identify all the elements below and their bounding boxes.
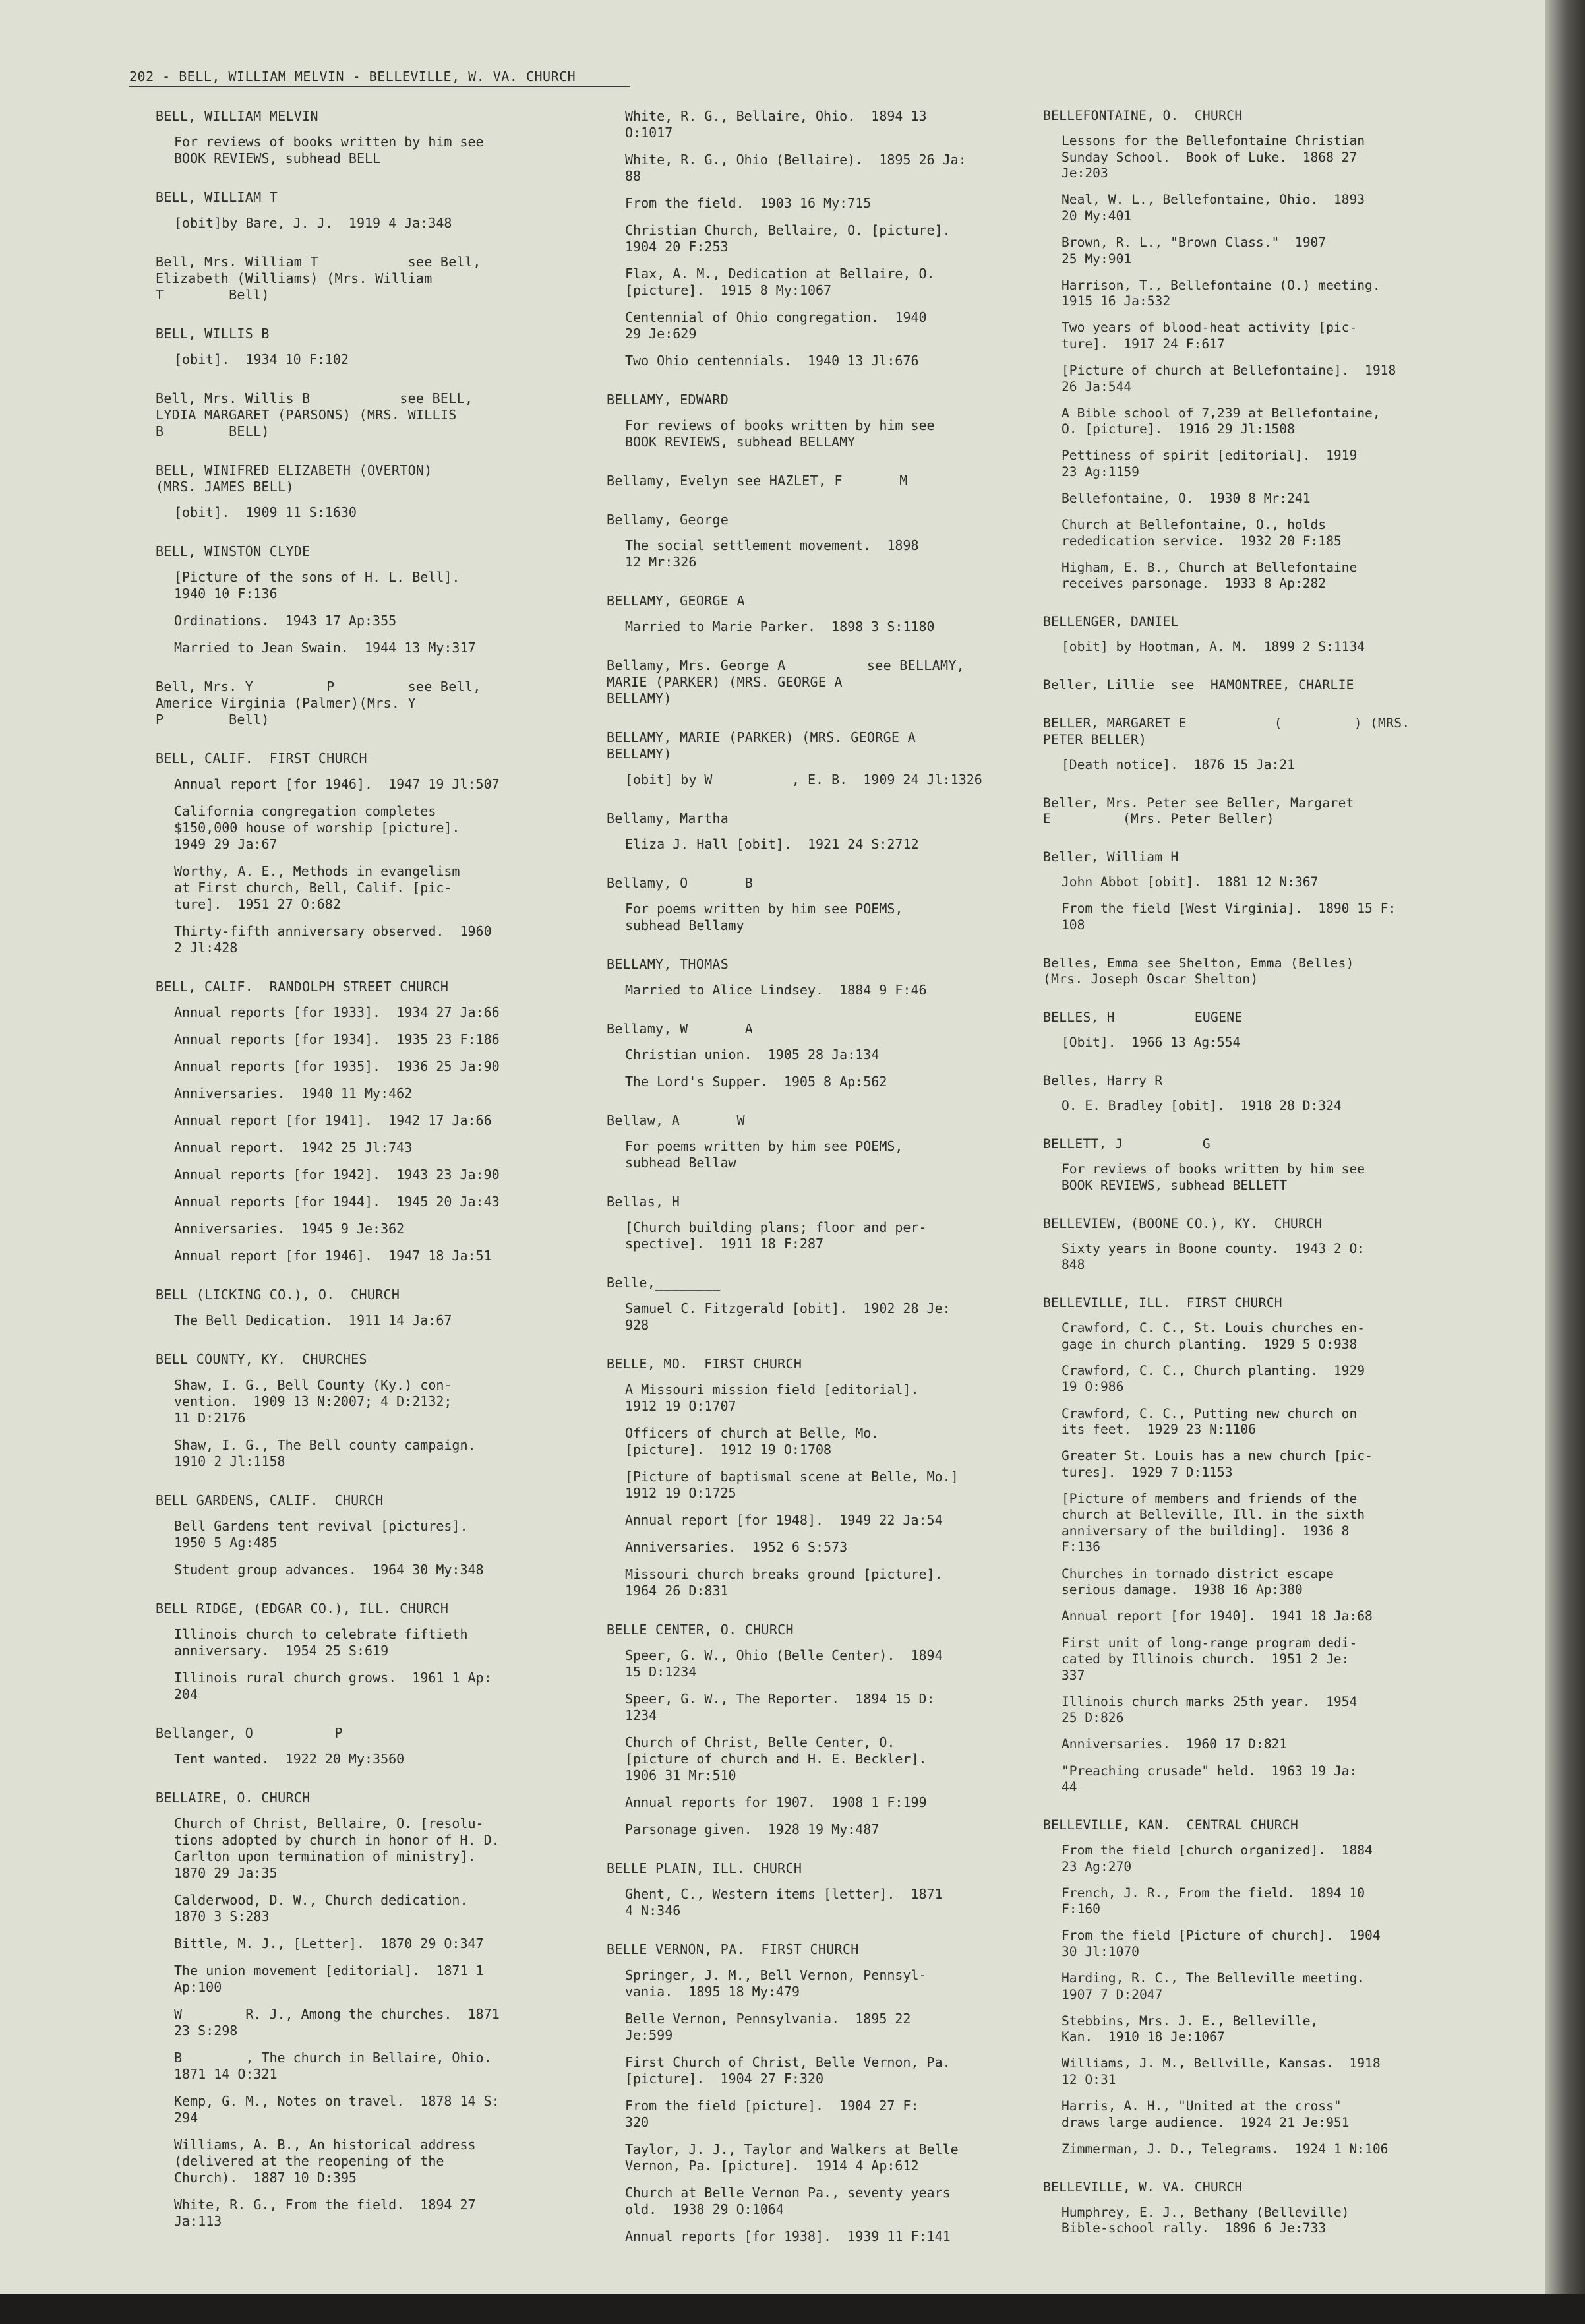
entry-citation: Missouri church breaks ground [picture]. 1964 26 D:831 — [625, 1566, 943, 1599]
entry-citation: For reviews of books written by him see BOOK REVIEWS, subhead BELLAMY — [625, 417, 935, 450]
entry-citation: Crawford, C. C., Putting new church on its feet. 1929 23 N:1106 — [1062, 1405, 1358, 1438]
entry-citation: Bellefontaine, O. 1930 8 Mr:241 — [1062, 491, 1311, 506]
entry-citation: Church of Christ, Belle Center, O. [picture of church and H. E. Beckler]. 1906 31 Mr:510 — [625, 1734, 927, 1783]
entry-citation: Centennial of Ohio congregation. 1940 29 Je:629 — [625, 309, 927, 342]
entry-citation: Illinois rural church grows. 1961 1 Ap: 204 — [174, 1670, 492, 1702]
entry-citation: California congregation completes $150,000 house of worship [picture]. 1949 29 Ja:67 — [174, 803, 460, 852]
entry-heading: BELLEVILLE, KAN. CENTRAL CHURCH — [1043, 1817, 1299, 1833]
index-entry — [607, 108, 1042, 369]
entry-citation: Sixty years in Boone county. 1943 2 O: 848 — [1062, 1240, 1365, 1273]
entry-citation: Harding, R. C., The Belleville meeting. 1907 7 D:2047 — [1062, 1971, 1365, 2002]
entry-heading: BELL (LICKING CO.), O. CHURCH — [156, 1287, 400, 1302]
entry-citation: [obit] by W , E. B. 1909 24 Jl:1326 — [625, 772, 982, 787]
index-entry — [607, 392, 1042, 450]
index-column-3 — [1043, 108, 1478, 2259]
entry-citation: Church at Bellefontaine, O., holds rededication service. 1932 20 F:185 — [1062, 517, 1342, 549]
entry-citation: [Obit]. 1966 13 Ag:554 — [1062, 1035, 1241, 1051]
entry-heading: Bellamy, George — [607, 512, 729, 528]
index-entry — [156, 462, 578, 521]
entry-citation: Churches in tornado district escape serious damage. 1938 16 Ap:380 — [1062, 1566, 1334, 1598]
entry-heading: BELLE PLAIN, ILL. CHURCH — [607, 1860, 802, 1876]
entry-citation: Annual reports [for 1938]. 1939 11 F:141 — [625, 2228, 951, 2244]
entry-citation: [Church building plans; floor and per- spective]. 1911 18 F:287 — [625, 1219, 927, 1252]
entry-heading: Bell, Mrs. Willis B see BELL, LYDIA MARGARET (PARSONS) (MRS. WILLIS B BELL) — [156, 390, 473, 439]
entry-heading: BELLAMY, EDWARD — [607, 392, 729, 408]
page-edge — [1545, 0, 1585, 2294]
entry-citation: Illinois church marks 25th year. 1954 25 D:826 — [1062, 1694, 1358, 1726]
entry-heading: Beller, Mrs. Peter see Beller, Margaret E (Mrs. Peter Beller) — [1043, 795, 1354, 827]
entry-citation: [Death notice]. 1876 15 Ja:21 — [1062, 756, 1295, 772]
entry-heading: BELLEFONTAINE, O. CHURCH — [1043, 108, 1243, 123]
index-entry — [607, 875, 1042, 934]
entry-citation: Annual reports [for 1933]. 1934 27 Ja:66 — [174, 1004, 500, 1020]
entry-heading: Bell, Mrs. William T see Bell, Elizabeth (Williams) (Mrs. William T Bell) — [156, 254, 481, 303]
entry-heading: BELLENGER, DANIEL — [1043, 614, 1179, 630]
entry-citation: Annual reports [for 1935]. 1936 25 Ja:90 — [174, 1058, 500, 1074]
entry-citation: [obit] by Hootman, A. M. 1899 2 S:1134 — [1062, 639, 1365, 655]
entry-citation: Flax, A. M., Dedication at Bellaire, O. [picture]. 1915 8 My:1067 — [625, 266, 935, 298]
entry-heading: BELL, WINIFRED ELIZABETH (OVERTON) (MRS. JAMES BELL) — [156, 462, 433, 495]
entry-citation: Annual report [for 1946]. 1947 18 Ja:51 — [174, 1248, 492, 1264]
entry-heading: BELL GARDENS, CALIF. CHURCH — [156, 1492, 384, 1508]
index-entry — [607, 956, 1042, 998]
index-entry — [607, 810, 1042, 853]
entry-citation: Speer, G. W., The Reporter. 1894 15 D: 1234 — [625, 1691, 935, 1723]
index-entry — [1043, 1073, 1478, 1115]
entry-citation: Zimmerman, J. D., Telegrams. 1924 1 N:106 — [1062, 2141, 1389, 2156]
index-entry — [607, 512, 1042, 570]
entry-citation: Ordinations. 1943 17 Ap:355 — [174, 613, 397, 628]
entry-citation: First unit of long-range program dedi- cated by Illinois church. 1951 2 Je: 337 — [1062, 1635, 1358, 1683]
entry-citation: Student group advances. 1964 30 My:348 — [174, 1562, 484, 1577]
entry-citation: [Picture of church at Bellefontaine]. 1918 26 Ja:544 — [1062, 363, 1396, 394]
entry-citation: Greater St. Louis has a new church [pic- tures]. 1929 7 D:1153 — [1062, 1448, 1373, 1480]
index-entry — [156, 543, 578, 656]
index-entry — [1043, 1010, 1478, 1051]
entry-citation: [obit]by Bare, J. J. 1919 4 Ja:348 — [174, 215, 452, 231]
index-entry — [156, 390, 578, 440]
entry-citation: Church at Belle Vernon Pa., seventy years old. 1938 29 O:1064 — [625, 2185, 951, 2217]
entry-heading: BELLE VERNON, PA. FIRST CHURCH — [607, 1942, 859, 1957]
entry-citation: First Church of Christ, Belle Vernon, Pa. [picture]. 1904 27 F:320 — [625, 2054, 951, 2087]
index-entry — [1043, 1136, 1478, 1194]
index-entry — [156, 1725, 578, 1767]
entry-citation: Annual report [for 1946]. 1947 19 Jl:507 — [174, 776, 500, 792]
entry-heading: BELL COUNTY, KY. CHURCHES — [156, 1351, 367, 1367]
entry-heading: Belles, Emma see Shelton, Emma (Belles) (Mrs. Joseph Oscar Shelton) — [1043, 955, 1354, 987]
index-entry — [156, 108, 578, 167]
entry-citation: Anniversaries. 1960 17 D:821 — [1062, 1736, 1288, 1752]
entry-citation: Belle Vernon, Pennsylvania. 1895 22 Je:599 — [625, 2011, 911, 2043]
index-entry — [1043, 1295, 1478, 1795]
entry-citation: White, R. G., Bellaire, Ohio. 1894 13 O:1017 — [625, 108, 927, 140]
index-entry — [156, 1790, 578, 2230]
entry-citation: [obit]. 1934 10 F:102 — [174, 352, 349, 367]
entry-citation: From the field [picture]. 1904 27 F: 320 — [625, 2098, 919, 2130]
entry-citation: Anniversaries. 1952 6 S:573 — [625, 1539, 848, 1555]
index-entry — [156, 979, 578, 1264]
entry-citation: From the field [West Virginia]. 1890 15 F: 108 — [1062, 901, 1396, 933]
entry-heading: BELLEVILLE, W. VA. CHURCH — [1043, 2179, 1243, 2195]
entry-citation: Married to Marie Parker. 1898 3 S:1180 — [625, 619, 935, 634]
entry-heading: BELL, WILLIAM T — [156, 189, 278, 205]
index-entry — [1043, 956, 1478, 988]
entry-heading: BELLER, MARGARET E ( ) (MRS. PETER BELLER) — [1043, 716, 1410, 747]
entry-citation: For reviews of books written by him see BOOK REVIEWS, subhead BELLETT — [1062, 1161, 1365, 1193]
entry-citation: Annual report [for 1948]. 1949 22 Ja:54 — [625, 1512, 943, 1528]
index-entry — [1043, 108, 1478, 592]
entry-citation: Taylor, J. J., Taylor and Walkers at Belle Vernon, Pa. [picture]. 1914 4 Ap:612 — [625, 2141, 959, 2174]
entry-citation: O. E. Bradley [obit]. 1918 28 D:324 — [1062, 1098, 1342, 1114]
index-entry — [607, 1942, 1042, 2245]
index-entry — [156, 254, 578, 303]
entry-citation: A Bible school of 7,239 at Bellefontaine, O. [picture]. 1916 29 Jl:1508 — [1062, 405, 1381, 437]
entry-heading: BELLE CENTER, O. CHURCH — [607, 1622, 794, 1637]
entry-heading: BELLEVILLE, ILL. FIRST CHURCH — [1043, 1295, 1282, 1311]
entry-citation: [Picture of members and friends of the church at Belleville, Ill. in the sixth anniversary of the building]. 1936 8 F:136 — [1062, 1490, 1365, 1555]
entry-citation: The Lord's Supper. 1905 8 Ap:562 — [625, 1074, 887, 1089]
entry-heading: BELLEVIEW, (BOONE CO.), KY. CHURCH — [1043, 1215, 1323, 1231]
entry-citation: For poems written by him see POEMS, subhead Bellamy — [625, 901, 903, 933]
entry-citation: Annual report [for 1940]. 1941 18 Ja:68 — [1062, 1608, 1373, 1624]
index-entry — [607, 1194, 1042, 1252]
entry-citation: Lessons for the Bellefontaine Christian Sunday School. Book of Luke. 1868 27 Je:203 — [1062, 133, 1365, 181]
entry-citation: Annual report. 1942 25 Jl:743 — [174, 1140, 413, 1155]
entry-citation: Shaw, I. G., Bell County (Ky.) con- vention. 1909 13 N:2007; 4 D:2132; 11 D:2176 — [174, 1377, 452, 1426]
entry-citation: W R. J., Among the churches. 1871 23 S:298 — [174, 2006, 500, 2038]
index-entry — [156, 750, 578, 956]
entry-citation: Parsonage given. 1928 19 My:487 — [625, 1821, 880, 1837]
entry-citation: Annual reports [for 1934]. 1935 23 F:186 — [174, 1031, 500, 1047]
entry-heading: BELL, WINSTON CLYDE — [156, 543, 311, 559]
entry-citation: From the field [church organized]. 1884 23 Ag:270 — [1062, 1843, 1373, 1874]
index-entry — [156, 326, 578, 368]
entry-citation: French, J. R., From the field. 1894 10 F:160 — [1062, 1885, 1365, 1917]
entry-citation: Annual reports for 1907. 1908 1 F:199 — [625, 1794, 927, 1810]
entry-citation: Neal, W. L., Bellefontaine, Ohio. 1893 20 My:401 — [1062, 192, 1365, 224]
entry-citation: Pettiness of spirit [editorial]. 1919 23 Ag:1159 — [1062, 448, 1358, 479]
entry-citation: Stebbins, Mrs. J. E., Belleville, Kan. 1910 18 Je:1067 — [1062, 2013, 1319, 2045]
index-entry — [1043, 795, 1478, 828]
entry-citation: Speer, G. W., Ohio (Belle Center). 1894 15 D:1234 — [625, 1647, 943, 1680]
entry-citation: The Bell Dedication. 1911 14 Ja:67 — [174, 1312, 452, 1328]
index-entry — [156, 1601, 578, 1703]
index-column-2 — [607, 108, 1042, 2267]
entry-citation: Anniversaries. 1940 11 My:462 — [174, 1086, 413, 1101]
entry-citation: Two years of blood-heat activity [pic- ture]. 1917 24 F:617 — [1062, 320, 1358, 352]
entry-citation: The social settlement movement. 1898 12 Mr:326 — [625, 537, 919, 570]
entry-heading: BELL, CALIF. FIRST CHURCH — [156, 750, 367, 766]
entry-citation: Thirty-fifth anniversary observed. 1960 2 Jl:428 — [174, 923, 492, 956]
entry-heading: Bellas, H — [607, 1194, 680, 1209]
entry-heading: Beller, William H — [1043, 849, 1179, 865]
entry-citation: Christian union. 1905 28 Ja:134 — [625, 1047, 880, 1062]
entry-citation: A Missouri mission field [editorial]. 1912 19 O:1707 — [625, 1382, 919, 1414]
entry-heading: Belles, Harry R — [1043, 1072, 1163, 1088]
entry-citation: Humphrey, E. J., Bethany (Belleville) Bible-school rally. 1896 6 Je:733 — [1062, 2204, 1350, 2236]
entry-citation: Annual reports [for 1944]. 1945 20 Ja:43 — [174, 1194, 500, 1209]
entry-citation: Springer, J. M., Bell Vernon, Pennsyl- vania. 1895 18 My:479 — [625, 1967, 927, 2000]
entry-citation: Calderwood, D. W., Church dedication. 1870 3 S:283 — [174, 1892, 468, 1924]
entry-citation: Samuel C. Fitzgerald [obit]. 1902 28 Je: 928 — [625, 1300, 951, 1333]
entry-heading: Belle,________ — [607, 1275, 721, 1291]
index-entry — [607, 1021, 1042, 1090]
index-entry — [1043, 614, 1478, 656]
entry-citation: Shaw, I. G., The Bell county campaign. 1910 2 Jl:1158 — [174, 1437, 476, 1469]
entry-citation: From the field. 1903 16 My:715 — [625, 195, 872, 211]
entry-heading: Bellamy, Martha — [607, 810, 729, 826]
index-entry — [607, 593, 1042, 635]
entry-heading: Bellamy, Evelyn see HAZLET, F M — [607, 473, 908, 489]
entry-heading: BELLAIRE, O. CHURCH — [156, 1790, 311, 1806]
entry-citation: Anniversaries. 1945 9 Je:362 — [174, 1221, 405, 1237]
index-entry — [156, 189, 578, 231]
entry-citation: For reviews of books written by him see BOOK REVIEWS, subhead BELL — [174, 134, 484, 166]
entry-citation: Crawford, C. C., St. Louis churches en- gage in church planting. 1929 5 O:938 — [1062, 1320, 1365, 1352]
entry-heading: BELLAMY, GEORGE A — [607, 593, 745, 609]
entry-heading: BELLES, H EUGENE — [1043, 1009, 1243, 1025]
index-entry — [1043, 677, 1478, 694]
entry-citation: Worthy, A. E., Methods in evangelism at First church, Bell, Calif. [pic- ture]. 1951 27 O:682 — [174, 863, 460, 912]
entry-heading: BELLETT, J G — [1043, 1136, 1211, 1152]
index-entry — [607, 1356, 1042, 1599]
entry-citation: Bittle, M. J., [Letter]. 1870 29 O:347 — [174, 1936, 484, 1951]
entry-citation: Tent wanted. 1922 20 My:3560 — [174, 1751, 405, 1767]
entry-citation: Married to Alice Lindsey. 1884 9 F:46 — [625, 982, 927, 998]
entry-citation: Church of Christ, Bellaire, O. [resolu- tions adopted by church in honor of H. D. Carlton upon termination of ministry]. 1870 29 Ja:35 — [174, 1816, 500, 1881]
entry-citation: Williams, J. M., Bellville, Kansas. 1918 12 O:31 — [1062, 2056, 1381, 2087]
entry-heading: BELLAMY, MARIE (PARKER) (MRS. GEORGE A BELLAMY) — [607, 729, 916, 762]
entry-citation: "Preaching crusade" held. 1963 19 Ja: 44 — [1062, 1763, 1358, 1795]
entry-citation: Annual reports [for 1942]. 1943 23 Ja:90 — [174, 1167, 500, 1182]
entry-citation: Ghent, C., Western items [letter]. 1871 4 N:346 — [625, 1886, 943, 1918]
entry-heading: Bellamy, Mrs. George A see BELLAMY, MARIE (PARKER) (MRS. GEORGE A BELLAMY) — [607, 657, 965, 706]
index-entry — [607, 657, 1042, 707]
entry-citation: B , The church in Bellaire, Ohio. 1871 14 O:321 — [174, 2050, 492, 2082]
entry-citation: For poems written by him see POEMS, subhead Bellaw — [625, 1138, 903, 1171]
entry-citation: Crawford, C. C., Church planting. 1929 19 O:986 — [1062, 1362, 1365, 1395]
entry-heading: BELL, CALIF. RANDOLPH STREET CHURCH — [156, 979, 449, 994]
entry-citation: Eliza J. Hall [obit]. 1921 24 S:2712 — [625, 836, 919, 852]
entry-citation: Annual report [for 1941]. 1942 17 Ja:66 — [174, 1113, 492, 1128]
index-entry — [1043, 1216, 1478, 1273]
index-entry — [156, 1351, 578, 1470]
entry-citation: Officers of church at Belle, Mo. [picture]. 1912 19 O:1708 — [625, 1425, 880, 1457]
entry-citation: John Abbot [obit]. 1881 12 N:367 — [1062, 874, 1319, 890]
index-entry — [1043, 2180, 1478, 2237]
entry-citation: [Picture of baptismal scene at Belle, Mo.] 1912 19 O:1725 — [625, 1469, 959, 1501]
entry-heading: BELL RIDGE, (EDGAR CO.), ILL. CHURCH — [156, 1601, 449, 1616]
entry-citation: White, R. G., Ohio (Bellaire). 1895 26 Ja: 88 — [625, 152, 967, 184]
entry-heading: Bellaw, A W — [607, 1113, 745, 1128]
entry-citation: Higham, E. B., Church at Bellefontaine receives parsonage. 1933 8 Ap:282 — [1062, 559, 1358, 592]
entry-citation: Illinois church to celebrate fiftieth anniversary. 1954 25 S:619 — [174, 1626, 468, 1659]
entry-heading: Bell, Mrs. Y P see Bell, Americe Virginia (Palmer)(Mrs. Y P Bell) — [156, 679, 481, 727]
index-entry — [607, 1622, 1042, 1838]
entry-heading: Bellamy, W A — [607, 1021, 754, 1037]
entry-citation: Harris, A. H., "United at the cross" draws large audience. 1924 21 Je:951 — [1062, 2098, 1350, 2130]
index-entry — [607, 729, 1042, 788]
index-entry — [607, 1113, 1042, 1171]
entry-citation: Married to Jean Swain. 1944 13 My:317 — [174, 640, 476, 656]
index-entry — [1043, 849, 1478, 933]
entry-citation: Bell Gardens tent revival [pictures]. 1950 5 Ag:485 — [174, 1518, 468, 1550]
entry-citation: Christian Church, Bellaire, O. [picture]. 1904 20 F:253 — [625, 222, 951, 255]
index-entry — [156, 1492, 578, 1578]
entry-citation: [obit]. 1909 11 S:1630 — [174, 505, 357, 520]
index-entry — [607, 1860, 1042, 1919]
index-entry — [1043, 1818, 1478, 2157]
entry-heading: Bellanger, O P — [156, 1725, 343, 1741]
entry-citation: White, R. G., From the field. 1894 27 Ja:113 — [174, 2197, 476, 2229]
entry-heading: BELL, WILLIAM MELVIN — [156, 108, 318, 124]
index-entry — [607, 473, 1042, 489]
entry-citation: From the field [Picture of church]. 1904 30 Jl:1070 — [1062, 1928, 1381, 1959]
entry-heading: BELLAMY, THOMAS — [607, 956, 729, 972]
index-entry — [156, 1287, 578, 1329]
entry-citation: Two Ohio centennials. 1940 13 Jl:676 — [625, 353, 919, 369]
entry-heading: Bellamy, O B — [607, 875, 754, 891]
entry-citation: Brown, R. L., "Brown Class." 1907 25 My:901 — [1062, 235, 1327, 266]
entry-citation: Harrison, T., Bellefontaine (O.) meeting. 1915 16 Ja:532 — [1062, 277, 1381, 309]
entry-citation: Williams, A. B., An historical address (delivered at the reopening of the Church). 1887 10 D:395 — [174, 2137, 476, 2186]
entry-citation: [Picture of the sons of H. L. Bell]. 1940 10 F:136 — [174, 569, 460, 601]
page-header: 202 - BELL, WILLIAM MELVIN - BELLEVILLE, W. VA. CHURCH — [129, 69, 630, 87]
page-bottom-shadow — [0, 2294, 1585, 2324]
entry-citation: Kemp, G. M., Notes on travel. 1878 14 S: 294 — [174, 2093, 500, 2125]
index-entry — [1043, 716, 1478, 773]
index-entry — [156, 679, 578, 728]
entry-heading: Beller, Lillie see HAMONTREE, CHARLIE — [1043, 677, 1354, 693]
entry-citation: The union movement [editorial]. 1871 1 Ap:100 — [174, 1963, 484, 1995]
index-column-1 — [156, 108, 578, 2252]
index-entry — [607, 1275, 1042, 1333]
entry-heading: BELLE, MO. FIRST CHURCH — [607, 1356, 802, 1372]
entry-heading: BELL, WILLIS B — [156, 326, 270, 342]
